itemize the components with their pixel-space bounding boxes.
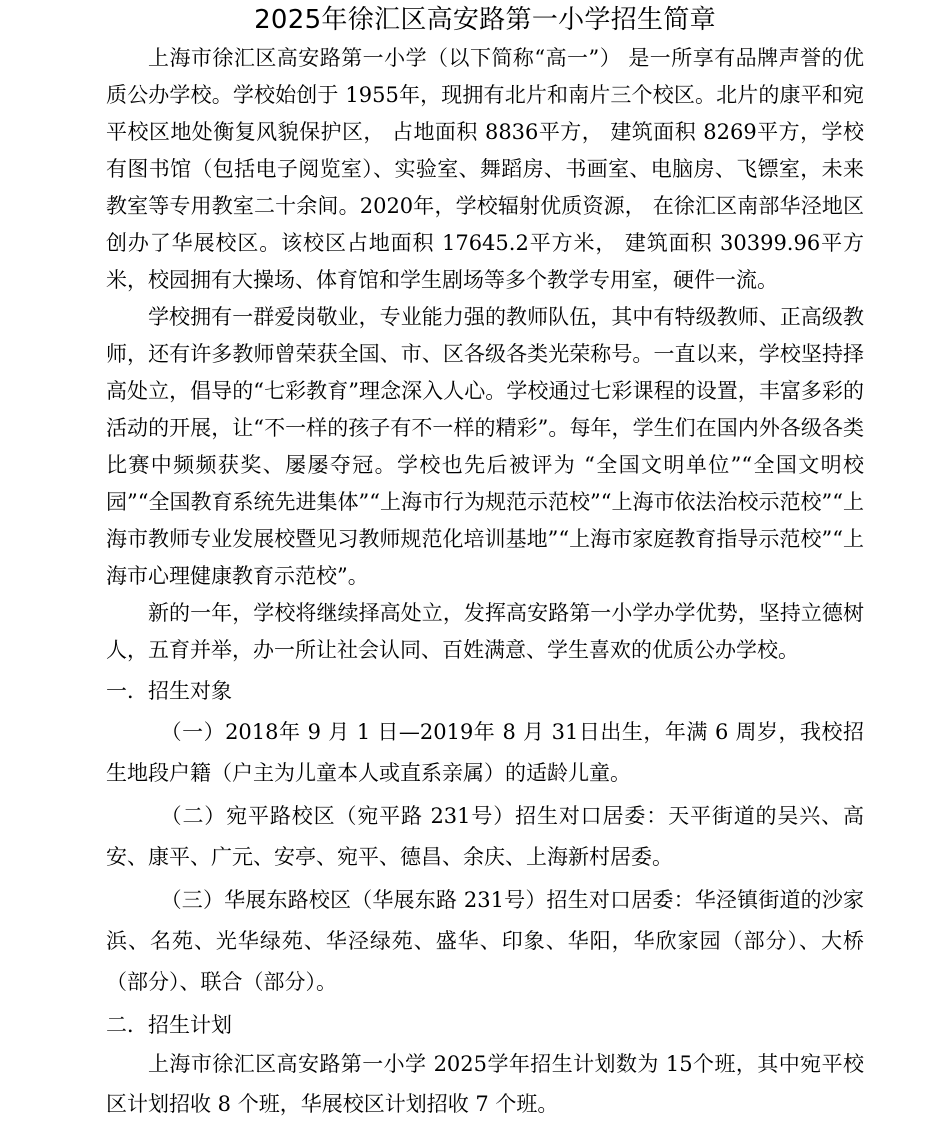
section-heading-enrollment-target: 一．招生对象 [106,679,232,703]
enrollment-target-item-age: （一）2018年 9 月 1 日—2019年 8 月 31日出生，年满 6 周岁，我校招生地段户籍（户主为儿童本人或直系亲属）的适龄儿童。 [106,720,864,785]
intro-paragraph-teachers-honors: 学校拥有一群爱岗敬业，专业能力强的教师队伍，其中有特级教师、正高级教师，还有许多教师曾荣获全国、市、区各级各类光荣称号。一直以来，学校坚持择高处立，倡导的“七彩教育”理念深入人心。学校通过七彩课程的设置，丰富多彩的活动的开展，让“不一样的孩子有不一样的精彩”。每年，学生们在国内外各级各类比赛中频频获奖、屡屡夺冠。学校也先后被评为 “全国文明单位”“全国文明校园”“全国教育系统先进集体”“上海市行为规范示范校”“上海市依法治校示范校”“上海市教师专业发展校暨见习教师规范化培训基地”“上海市家庭教育指导示范校”“上海市心理健康教育示范校”。 [106,305,864,588]
enrollment-target-item-wanping-campus: （二）宛平路校区（宛平路 231号）招生对口居委：天平街道的吴兴、高安、康平、广元、安亭、宛平、德昌、余庆、上海新村居委。 [106,804,864,869]
intro-paragraph-school-overview: 上海市徐汇区高安路第一小学（以下简称“高一”） 是一所享有品牌声誉的优质公办学校。学校始创于 1955年，现拥有北片和南片三个校区。北片的康平和宛平校区地处衡复风貌保护区， 占地面积 8836平方， 建筑面积 8269平方，学校有图书馆（包括电子阅览室）、实验室、舞蹈房、书画室、电脑房、飞镖室，未来教室等专用教室二十余间。2020年，学校辐射优质资源， 在徐汇区南部华泾地区创办了华展校区。该校区占地面积 17645.2平方米， 建筑面积 30399.96平方米，校园拥有大操场、体育馆和学生剧场等多个教学专用室，硬件一流。 [106,46,864,292]
intro-paragraph-new-year-goals: 新的一年，学校将继续择高处立，发挥高安路第一小学办学优势，坚持立德树人，五育并举，办一所让社会认同、百姓满意、学生喜欢的优质公办学校。 [106,601,864,662]
document-title: 2025年徐汇区高安路第一小学招生简章 [254,5,716,35]
enrollment-target-item-huazhan-campus: （三）华展东路校区（华展东路 231号）招生对口居委：华泾镇街道的沙家浜、名苑、光华绿苑、华泾绿苑、盛华、印象、华阳，华欣家园（部分）、大桥（部分）、联合（部分）。 [106,888,864,994]
admission-brochure [106,0,864,1124]
section-heading-enrollment-plan: 二．招生计划 [106,1013,232,1037]
enrollment-plan-text: 上海市徐汇区高安路第一小学 2025学年招生计划数为 15个班，其中宛平校区计划招收 8 个班，华展校区计划招收 7 个班。 [106,1052,864,1116]
